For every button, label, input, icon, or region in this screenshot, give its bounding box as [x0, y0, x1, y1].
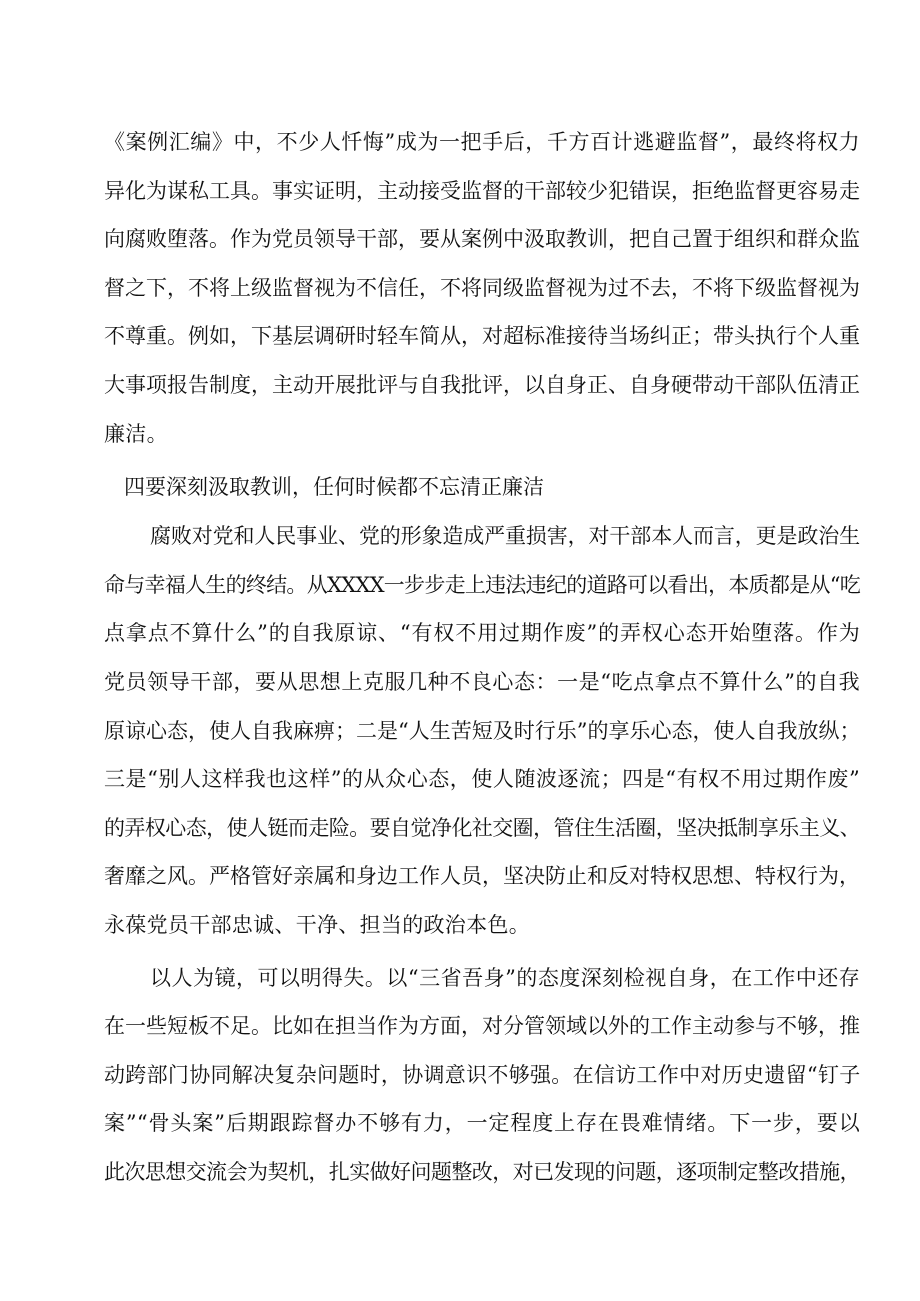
- paragraph-2: [104, 512, 860, 949]
- paragraph-2-line: 党员领导干部，要从思想上克服几种不良心态：一是“吃点拿点不算什么”的自我: [104, 669, 860, 694]
- paragraph-1-line: 大事项报告制度，主动开展批评与自我批评，以自身正、自身硬带动干部队伍清正: [104, 372, 860, 397]
- paragraph-1-line: 不尊重。例如，下基层调研时轻车简从，对超标准接待当场纠正；带头执行个人重: [104, 324, 860, 349]
- paragraph-1-line: 廉洁。: [104, 421, 168, 446]
- paragraph-3-line: 案”“骨头案”后期跟踪督办不够有力，一定程度上存在畏难情绪。下一步，要以: [104, 1111, 860, 1136]
- paragraph-1-line: 《案例汇编》中，不少人忏悔”成为一把手后，千方百计逃避监督”，最终将权力: [104, 130, 860, 154]
- paragraph-2-line: 腐败对党和人民事业、党的形象造成严重损害，对干部本人而言，更是政治生: [150, 524, 860, 549]
- paragraph-1-line: 督之下，不将上级监督视为不信任，不将同级监督视为过不去，不将下级监督视为: [104, 275, 860, 300]
- paragraph-2-line: 三是“别人这样我也这样”的从众心态，使人随波逐流；四是“有权不用过期作废”: [104, 767, 860, 792]
- paragraph-3-line: 在一些短板不足。比如在担当作为方面，对分管领域以外的工作主动参与不够，推: [104, 1014, 860, 1039]
- document-body: [104, 118, 860, 1196]
- paragraph-3: [104, 954, 860, 1197]
- paragraph-2-line: 命与幸福人生的终结。从XXXX一步步走上违法违纪的道路可以看出，本质都是从“吃: [104, 572, 860, 597]
- paragraph-2-line: 点拿点不算什么”的自我原谅、“有权不用过期作废”的弄权心态开始堕落。作为: [104, 621, 860, 646]
- paragraph-2-line: 原谅心态，使人自我麻痹；二是“人生苦短及时行乐”的享乐心态，使人自我放纵；: [104, 718, 861, 743]
- paragraph-1-line: 向腐败堕落。作为党员领导干部，要从案例中汲取教训，把自己置于组织和群众监: [104, 227, 860, 252]
- paragraph-2-line: 的弄权心态，使人铤而走险。要自觉净化社交圈，管住生活圈，坚决抵制享乐主义、: [104, 815, 860, 840]
- paragraph-3-line: 动跨部门协同解决复杂问题时，协调意识不够强。在信访工作中对历史遗留“钉子: [104, 1062, 861, 1087]
- paragraph-2-line: 奢靡之风。严格管好亲属和身边工作人员，坚决防止和反对特权思想、特权行为，: [104, 864, 860, 889]
- paragraph-1: [104, 118, 860, 458]
- section-heading: 四要深刻汲取教训，任何时候都不忘清正廉洁: [124, 475, 544, 500]
- paragraph-3-line: 此次思想交流会为契机，扎实做好问题整改，对已发现的问题，逐项制定整改措施，: [104, 1159, 860, 1184]
- paragraph-3-line: 以人为镜，可以明得失。以“三省吾身”的态度深刻检视自身，在工作中还存: [150, 965, 860, 990]
- paragraph-1-line: 异化为谋私工具。事实证明，主动接受监督的干部较少犯错误，拒绝监督更容易走: [104, 178, 860, 203]
- paragraph-2-line: 永葆党员干部忠诚、干净、担当的政治本色。: [104, 912, 530, 937]
